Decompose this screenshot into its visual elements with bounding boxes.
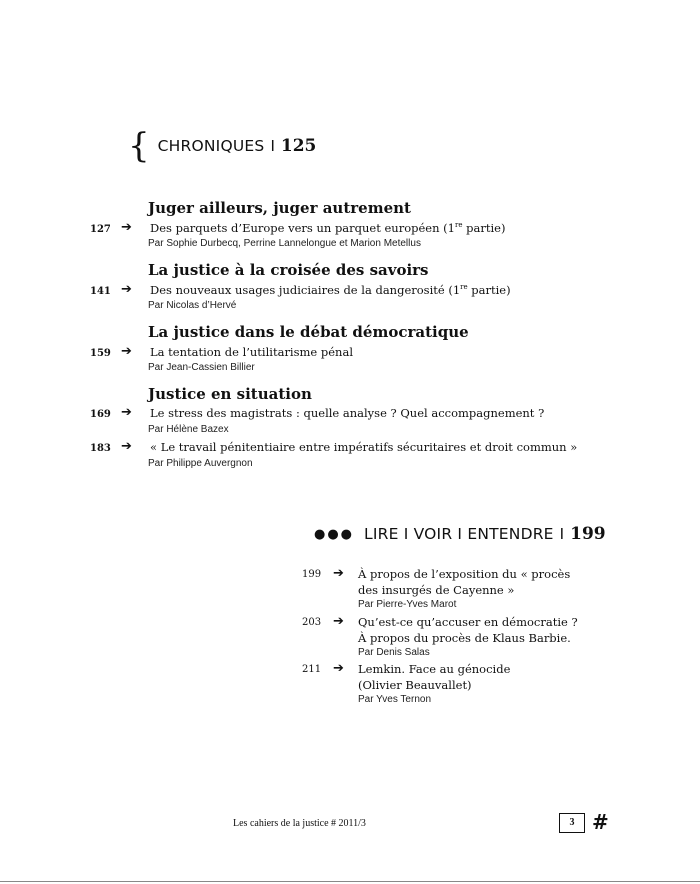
group-title: Juger ailleurs, juger autrement <box>148 199 411 217</box>
group-title: La justice dans le débat démocratique <box>148 323 469 341</box>
arrow-right-icon: ➔ <box>121 405 132 420</box>
entry-title-link[interactable]: « Le travail pénitentiaire entre impératifs sécuritaires et droit commun » <box>150 440 578 454</box>
arrow-right-icon: ➔ <box>121 439 132 454</box>
entry-title-line: Qu’est-ce qu’accuser en démocratie ? <box>358 615 578 629</box>
entry-title-link[interactable] <box>358 566 598 598</box>
entry-page-number: 159 <box>90 348 111 359</box>
entry-page-number: 211 <box>302 664 322 675</box>
entry-page-number: 169 <box>90 409 111 420</box>
section-page-number: 125 <box>280 136 317 156</box>
bottom-divider <box>0 881 700 882</box>
section-title: CHRONIQUES <box>157 137 265 155</box>
entry-author: Par Yves Ternon <box>358 694 432 705</box>
arrow-right-icon: ➔ <box>121 344 132 359</box>
entry-page-number: 199 <box>302 569 322 580</box>
entry-author: Par Denis Salas <box>358 647 430 658</box>
page-number-box: 3 <box>559 813 585 833</box>
arrow-right-icon: ➔ <box>333 566 344 581</box>
entry-title-link[interactable]: La tentation de l’utilitarisme pénal <box>150 345 353 359</box>
entry-author: Par Jean-Cassien Billier <box>148 362 255 373</box>
entry-author: Par Pierre-Yves Marot <box>358 599 457 610</box>
entry-title-link[interactable] <box>358 614 598 646</box>
entry-title-line: À propos du procès de Klaus Barbie. <box>358 631 571 645</box>
entry-title-link[interactable]: Des parquets d’Europe vers un parquet européen (1re partie) <box>150 221 506 235</box>
entry-title-line: (Olivier Beauvallet) <box>358 678 472 692</box>
entry-title-line: des insurgés de Cayenne » <box>358 583 515 597</box>
entry-author: Par Sophie Durbecq, Perrine Lannelongue et Marion Metellus <box>148 238 421 249</box>
group-title: Justice en situation <box>148 385 312 403</box>
entry-author: Par Philippe Auvergnon <box>148 458 253 469</box>
entry-author: Par Hélène Bazex <box>148 424 229 435</box>
entry-page-number: 203 <box>302 617 322 628</box>
section-header-lire <box>314 524 606 544</box>
entry-page-number: 141 <box>90 286 111 297</box>
section-page-number: 199 <box>570 524 606 544</box>
entry-title-line: À propos de l’exposition du « procès <box>358 567 571 581</box>
arrow-right-icon: ➔ <box>121 220 132 235</box>
section-title: LIRE I VOIR I ENTENDRE <box>364 525 554 543</box>
entry-title-link[interactable] <box>358 661 598 693</box>
entry-title-link[interactable]: Le stress des magistrats : quelle analyse ? Quel accompagnement ? <box>150 406 545 420</box>
entry-title-line: Lemkin. Face au génocide <box>358 662 511 676</box>
brace-icon: { <box>128 126 150 166</box>
hash-icon: # <box>592 810 609 834</box>
journal-footer: Les cahiers de la justice # 2011/3 <box>233 818 366 829</box>
section-header-chroniques <box>128 126 317 166</box>
section-separator: I <box>270 137 275 155</box>
entry-author: Par Nicolas d’Hervé <box>148 300 237 311</box>
arrow-right-icon: ➔ <box>121 282 132 297</box>
group-title: La justice à la croisée des savoirs <box>148 261 429 279</box>
bullet-dots-icon: ●●● <box>314 526 355 542</box>
entry-page-number: 183 <box>90 443 111 454</box>
arrow-right-icon: ➔ <box>333 661 344 676</box>
arrow-right-icon: ➔ <box>333 614 344 629</box>
entry-page-number: 127 <box>90 224 111 235</box>
section-separator: I <box>559 525 565 543</box>
entry-title-link[interactable]: Des nouveaux usages judiciaires de la dangerosité (1re partie) <box>150 283 511 297</box>
